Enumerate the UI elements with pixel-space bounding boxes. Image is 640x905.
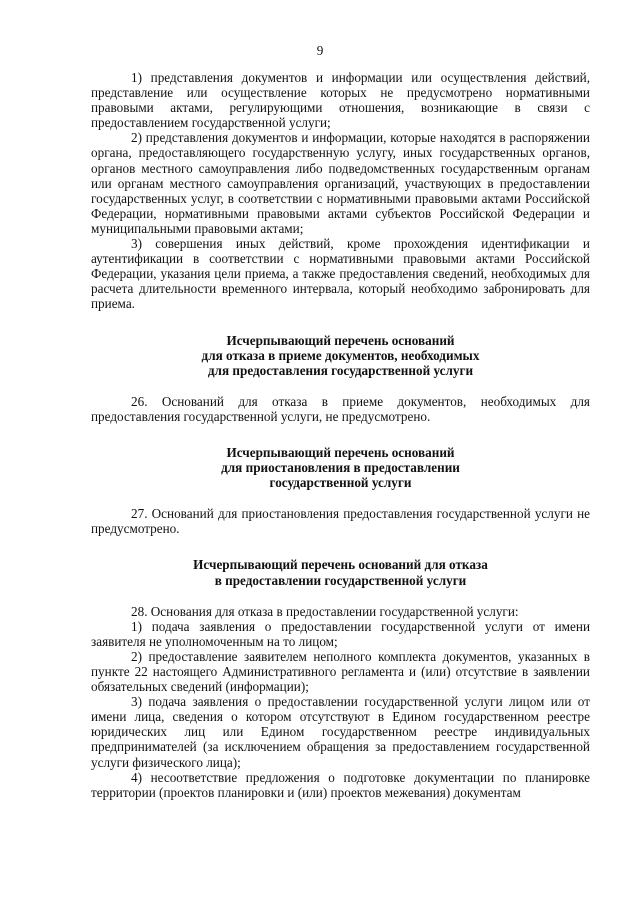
- heading-line: Исчерпывающий перечень оснований для отказа: [193, 557, 488, 573]
- heading-line: в предоставлении государственной услуги: [214, 572, 467, 588]
- paragraph-item-1: 1) представления документов и информации или осуществления действий, представление или осуществление которых не предусмотрено нормативными правовыми актами, регулирующими отношения, возникающие в связи с предоставлением государственной услуги;: [91, 70, 590, 131]
- paragraph-28-item-3: 3) подача заявления о предоставлении государственной услуги лицом или от имени лица, сведения о котором отсутствуют в Едином государственном реестре юридических лиц или Едином государственном реестре индивидуальных предпринимателей (за исключением обращения за предоставлением государственной услуги физического лица);: [91, 694, 590, 770]
- document-body: [91, 70, 590, 800]
- heading-line: Исчерпывающий перечень оснований: [226, 332, 455, 348]
- heading-line: для отказа в приеме документов, необходимых: [201, 347, 480, 363]
- paragraph-28-item-4: 4) несоответствие предложения о подготовке документации по планировке территории (проектов планировки и (или) проектов межевания) документам: [91, 769, 590, 800]
- paragraph-28-item-1: 1) подача заявления о предоставлении государственной услуги от имени заявителя не уполномоченным на то лицом;: [91, 618, 590, 649]
- paragraph-item-3: 3) совершения иных действий, кроме прохождения идентификации и аутентификации в соответствии с нормативными правовыми актами Российской Федерации, указания цели приема, а также предоставления сведений, необходимых для расчета длительности временного интервала, который необходимо забронировать для приема.: [91, 236, 590, 312]
- page-number: 9: [316, 43, 324, 58]
- heading-line: для предоставления государственной услуги: [207, 362, 474, 378]
- section-heading-refusal-service: [91, 557, 590, 587]
- paragraph-27: 27. Оснований для приостановления предоставления государственной услуги не предусмотрено.: [91, 506, 590, 537]
- paragraph-28-item-2: 2) предоставление заявителем неполного комплекта документов, указанных в пункте 22 настоящего Административного регламента и (или) отсутствие в заявлении обязательных сведений (информации);: [91, 648, 590, 695]
- section-heading-suspension: [91, 445, 590, 490]
- section-heading-refusal-documents: [91, 333, 590, 378]
- heading-line: Исчерпывающий перечень оснований: [226, 444, 455, 460]
- paragraph-item-2: 2) представления документов и информации, которые находятся в распоряжении органа, предоставляющего государственную услугу, иных государственных органов, органов местного самоуправления либо подведомственных государственным органам или органам местного самоуправления организаций, участвующих в предоставлении государственных услуг, в соответствии с нормативными правовыми актами Российской Федерации, нормативными правовыми актами субъектов Российской Федерации и муниципальными правовыми актами;: [91, 130, 590, 236]
- heading-line: государственной услуги: [269, 475, 412, 491]
- paragraph-26: 26. Оснований для отказа в приеме документов, необходимых для предоставления государственной услуги, не предусмотрено.: [91, 393, 590, 424]
- heading-line: для приостановления в предоставлении: [221, 460, 460, 476]
- paragraph-28: 28. Основания для отказа в предоставлении государственной услуги:: [131, 603, 519, 619]
